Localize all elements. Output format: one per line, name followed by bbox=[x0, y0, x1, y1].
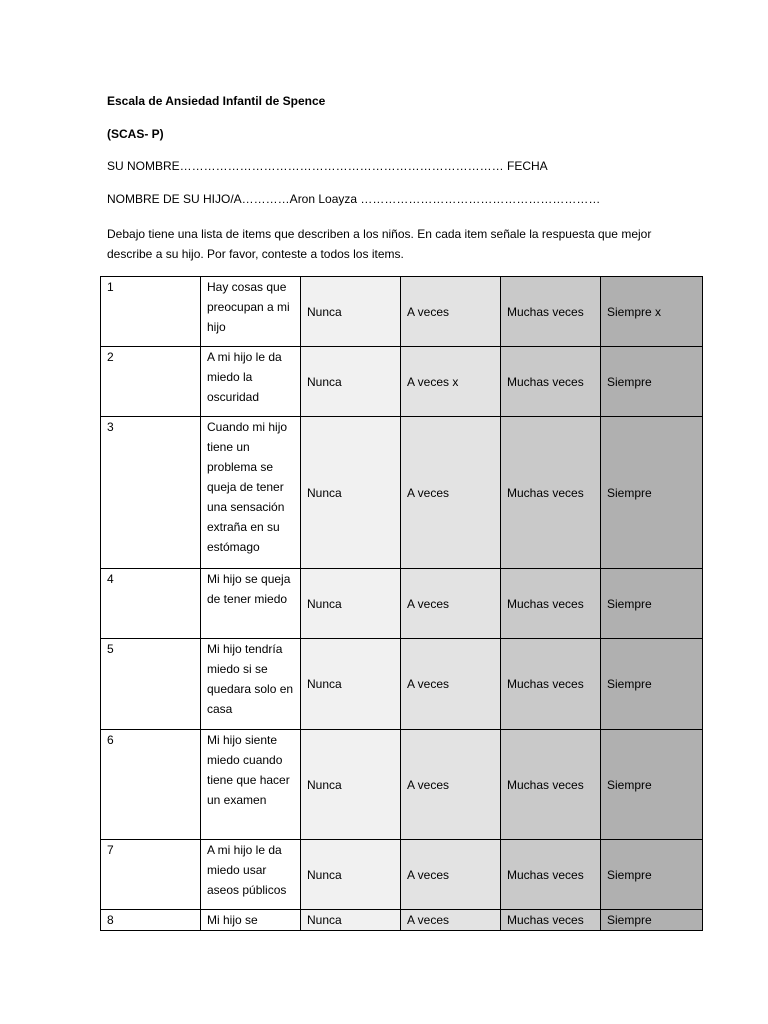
item-text: Hay cosas que preocupan a mi hijo bbox=[201, 277, 301, 347]
option-muchas-veces[interactable]: Muchas veces bbox=[501, 347, 601, 417]
item-number: 1 bbox=[101, 277, 201, 347]
option-a-veces[interactable]: A veces x bbox=[401, 347, 501, 417]
option-muchas-veces[interactable]: Muchas veces bbox=[501, 730, 601, 840]
item-text: Mi hijo se queja de tener miedo bbox=[201, 569, 301, 639]
option-a-veces[interactable]: A veces bbox=[401, 910, 501, 931]
item-number: 8 bbox=[101, 910, 201, 931]
option-nunca[interactable]: Nunca bbox=[301, 840, 401, 910]
option-siempre[interactable]: Siempre bbox=[601, 417, 703, 569]
option-nunca[interactable]: Nunca bbox=[301, 277, 401, 347]
item-number: 2 bbox=[101, 347, 201, 417]
item-text: A mi hijo le da miedo usar aseos públicos bbox=[201, 840, 301, 910]
item-number: 7 bbox=[101, 840, 201, 910]
option-nunca[interactable]: Nunca bbox=[301, 910, 401, 931]
table-row bbox=[101, 569, 703, 639]
table-row bbox=[101, 730, 703, 840]
option-nunca[interactable]: Nunca bbox=[301, 569, 401, 639]
option-siempre[interactable]: Siempre bbox=[601, 347, 703, 417]
instructions: Debajo tiene una lista de items que describen a los niños. En cada item señale la respuesta que mejor describe a su hijo. Por favor, conteste a todos los items. bbox=[107, 227, 652, 261]
option-siempre[interactable]: Siempre bbox=[601, 910, 703, 931]
option-muchas-veces[interactable]: Muchas veces bbox=[501, 840, 601, 910]
option-muchas-veces[interactable]: Muchas veces bbox=[501, 910, 601, 931]
option-siempre[interactable]: Siempre bbox=[601, 569, 703, 639]
option-a-veces[interactable]: A veces bbox=[401, 277, 501, 347]
option-siempre[interactable]: Siempre bbox=[601, 840, 703, 910]
option-nunca[interactable]: Nunca bbox=[301, 730, 401, 840]
option-a-veces[interactable]: A veces bbox=[401, 569, 501, 639]
table-row bbox=[101, 840, 703, 910]
item-text: Mi hijo se bbox=[201, 910, 301, 931]
option-muchas-veces[interactable]: Muchas veces bbox=[501, 417, 601, 569]
item-text: Mi hijo tendría miedo si se quedara solo en casa bbox=[201, 639, 301, 730]
option-siempre[interactable]: Siempre x bbox=[601, 277, 703, 347]
option-nunca[interactable]: Nunca bbox=[301, 417, 401, 569]
option-nunca[interactable]: Nunca bbox=[301, 639, 401, 730]
item-number: 6 bbox=[101, 730, 201, 840]
document-title: Escala de Ansiedad Infantil de Spence bbox=[107, 94, 326, 108]
item-text: Mi hijo siente miedo cuando tiene que hacer un examen bbox=[201, 730, 301, 840]
document-subtitle: (SCAS- P) bbox=[107, 127, 164, 141]
item-text: A mi hijo le da miedo la oscuridad bbox=[201, 347, 301, 417]
option-muchas-veces[interactable]: Muchas veces bbox=[501, 569, 601, 639]
table-row bbox=[101, 417, 703, 569]
item-number: 3 bbox=[101, 417, 201, 569]
option-a-veces[interactable]: A veces bbox=[401, 639, 501, 730]
option-a-veces[interactable]: A veces bbox=[401, 840, 501, 910]
item-text: Cuando mi hijo tiene un problema se queja de tener una sensación extraña en su estómago bbox=[201, 417, 301, 569]
table-row bbox=[101, 639, 703, 730]
option-a-veces[interactable]: A veces bbox=[401, 417, 501, 569]
table-row bbox=[101, 910, 703, 931]
child-name-line: NOMBRE DE SU HIJO/A…………Aron Loayza …………………………………………………… bbox=[107, 192, 601, 206]
option-siempre[interactable]: Siempre bbox=[601, 639, 703, 730]
option-siempre[interactable]: Siempre bbox=[601, 730, 703, 840]
questionnaire-table bbox=[100, 276, 703, 931]
option-a-veces[interactable]: A veces bbox=[401, 730, 501, 840]
item-number: 4 bbox=[101, 569, 201, 639]
option-nunca[interactable]: Nunca bbox=[301, 347, 401, 417]
parent-name-line: SU NOMBRE……………………………………………………………………… FECHA bbox=[107, 159, 548, 173]
table-row bbox=[101, 347, 703, 417]
table-row bbox=[101, 277, 703, 347]
item-number: 5 bbox=[101, 639, 201, 730]
option-muchas-veces[interactable]: Muchas veces bbox=[501, 277, 601, 347]
option-muchas-veces[interactable]: Muchas veces bbox=[501, 639, 601, 730]
